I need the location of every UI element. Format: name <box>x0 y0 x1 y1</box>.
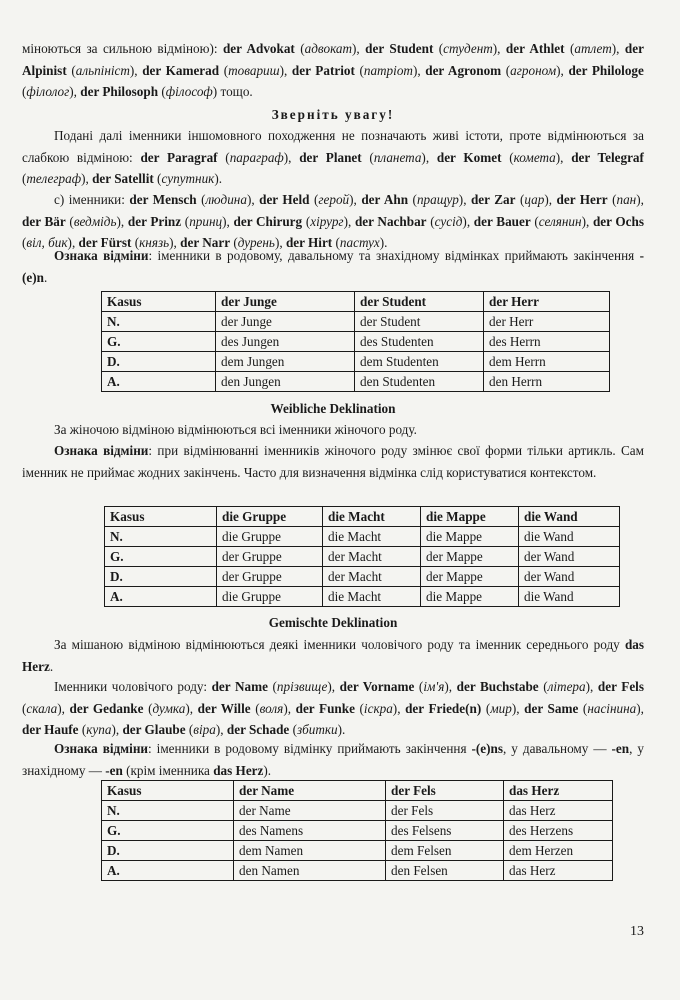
noun-header: die Gruppe <box>217 507 323 527</box>
text-run: ( <box>538 679 548 694</box>
table-row <box>105 527 620 547</box>
table-row <box>102 372 610 392</box>
noun-header: der Junge <box>216 292 355 312</box>
bold-term: der Held <box>259 192 310 207</box>
text-run: ), <box>116 213 128 229</box>
table-row <box>102 801 613 821</box>
bold-term: der Satellit <box>92 171 154 186</box>
translation: скала <box>26 700 58 716</box>
bold-term: der Philologe <box>568 62 644 78</box>
noun-form-cell: des Jungen <box>216 332 355 352</box>
text-run: ( <box>22 171 27 186</box>
kasus-cell: D. <box>102 352 216 372</box>
text-run: ) тощо. <box>212 84 253 99</box>
paragraph-strong-declension-examples <box>22 38 644 103</box>
translation: іскра <box>363 700 393 716</box>
bold-term: -(e)n <box>22 248 645 285</box>
text-run: За мішаною відміною відмінюються деякі іменники чоловічого роду та іменник середнього роду <box>54 637 625 652</box>
table-header-row <box>102 292 610 312</box>
bold-term: Ознака відміни <box>54 248 149 263</box>
text-run: ( <box>515 192 525 207</box>
text-run: ), <box>349 192 362 207</box>
kasus-cell: G. <box>102 821 234 841</box>
text-run: ), <box>458 192 471 207</box>
text-run: : іменники в родовому, давальному та знахідному відмінках приймають закінчення <box>148 248 640 263</box>
text-run: с) іменники: <box>54 192 130 207</box>
text-run: ( <box>158 84 166 99</box>
translation: мир <box>490 700 512 716</box>
text-run: ), <box>421 149 437 165</box>
text-run: ( <box>433 41 444 56</box>
kasus-header: Kasus <box>105 507 217 527</box>
text-run: Подані далі іменники іншомовного походження не позначають живі істоти, проте відмінюються за слабкою відміною: <box>22 128 644 165</box>
text-run: ), <box>67 235 79 250</box>
table-row <box>102 332 610 352</box>
paragraph-mixed-rule <box>22 738 644 781</box>
text-run: ( <box>332 235 340 250</box>
text-run: За жіночою відміною відмінюються всі іменники жіночого роду. <box>54 422 417 437</box>
text-run: ), <box>283 149 300 165</box>
text-run: . <box>49 658 54 674</box>
kasus-cell: D. <box>102 841 234 861</box>
translation: купа <box>86 722 112 737</box>
text-run: ( <box>131 235 140 250</box>
text-run: ), <box>246 192 260 207</box>
noun-form-cell: den Namen <box>234 861 386 881</box>
noun-header: die Wand <box>519 507 620 527</box>
translation: дурень <box>237 235 275 250</box>
text-run: ), <box>57 700 70 716</box>
noun-form-cell: dem Jungen <box>216 352 355 372</box>
table-row <box>102 312 610 332</box>
bold-term: der Hirt <box>285 235 333 250</box>
noun-form-cell: das Herz <box>504 801 613 821</box>
bold-term: der Friede(n) <box>405 700 482 716</box>
noun-form-cell: den Jungen <box>216 372 355 392</box>
noun-header: der Fels <box>386 781 504 801</box>
translation: пастух <box>339 235 380 250</box>
noun-form-cell: die Gruppe <box>217 527 323 547</box>
table-row <box>105 587 620 607</box>
text-run: ( <box>578 700 588 716</box>
noun-form-cell: den Herrn <box>484 372 610 392</box>
attention-heading: Зверніть увагу! <box>271 107 395 122</box>
paragraph-feminine-intro <box>22 419 644 441</box>
kasus-cell: G. <box>102 332 216 352</box>
text-run: ). <box>214 171 223 186</box>
paragraph-mixed-nouns-list <box>22 676 644 741</box>
translation: супутник <box>161 171 215 186</box>
kasus-cell: D. <box>105 567 217 587</box>
kasus-cell: A. <box>102 372 216 392</box>
bold-term: der Telegraf <box>571 149 644 165</box>
translation: адвокат <box>304 41 353 56</box>
bold-term: der Narr <box>180 235 231 250</box>
kasus-cell: G. <box>105 547 217 567</box>
text-run: ( <box>414 679 424 694</box>
noun-form-cell: dem Herzen <box>504 841 613 861</box>
translation: прізвище <box>276 679 328 694</box>
text-run: ( <box>65 213 74 229</box>
noun-form-cell: der Fels <box>386 801 504 821</box>
gemischte-deklination-heading: Gemischte Deklination <box>268 615 398 630</box>
paragraph-foreign-nouns <box>22 125 644 190</box>
bold-term: der Fels <box>597 679 644 694</box>
bold-term: der Nachbar <box>354 213 427 229</box>
translation: альпініст <box>75 62 130 78</box>
text-run: ( <box>66 62 76 78</box>
noun-form-cell: das Herz <box>504 861 613 881</box>
text-run: ), <box>215 722 227 737</box>
noun-header: der Student <box>355 292 484 312</box>
text-run: ), <box>129 62 143 78</box>
text-run: ( <box>607 192 617 207</box>
translation: насінина <box>587 700 637 716</box>
text-run: ). <box>379 235 388 250</box>
bold-term: der Zar <box>470 192 516 207</box>
mixed-declension-table <box>101 780 613 881</box>
bold-term: der Glaube <box>122 722 186 737</box>
table-row <box>105 567 620 587</box>
text-run: , у давальному — <box>503 741 612 756</box>
bold-term: -en <box>105 762 123 778</box>
bold-term: der Alpinist <box>22 41 644 78</box>
text-run: ), <box>69 84 81 99</box>
weak-declension-table <box>101 291 610 392</box>
text-run: ), <box>585 679 598 694</box>
table-row <box>102 352 610 372</box>
bold-term: der Paragraf <box>140 149 218 165</box>
translation: принц <box>189 213 223 229</box>
noun-header: der Herr <box>484 292 610 312</box>
text-run: ), <box>327 679 340 694</box>
text-run: ( <box>217 149 230 165</box>
bold-term: Ознака відміни <box>54 741 149 756</box>
noun-form-cell: die Wand <box>519 587 620 607</box>
noun-form-cell: dem Studenten <box>355 352 484 372</box>
weibliche-deklination-heading: Weibliche Deklination <box>270 401 396 416</box>
text-run: ( <box>426 213 435 229</box>
text-run: ( <box>501 62 511 78</box>
text-run: , у знахідному — <box>22 741 644 778</box>
bold-term: der Ahn <box>361 192 409 207</box>
text-run: ), <box>185 700 198 716</box>
translation: планета <box>373 149 422 165</box>
text-run: ( <box>78 722 87 737</box>
text-run: ), <box>392 700 406 716</box>
kasus-cell: A. <box>105 587 217 607</box>
noun-form-cell: dem Herrn <box>484 352 610 372</box>
translation: філософ <box>165 84 213 99</box>
text-run: ( <box>354 700 364 716</box>
noun-form-cell: der Mappe <box>421 547 519 567</box>
bold-term: der Vorname <box>339 679 415 694</box>
kasus-header: Kasus <box>102 292 216 312</box>
text-run: ), <box>555 149 572 165</box>
text-run: ), <box>581 213 593 229</box>
bold-term: der Chirurg <box>233 213 303 229</box>
noun-form-cell: den Felsen <box>386 861 504 881</box>
bold-term: der Schade <box>226 722 290 737</box>
text-run: ( <box>294 41 305 56</box>
kasus-cell: N. <box>102 312 216 332</box>
text-run: . <box>43 269 48 285</box>
noun-form-cell: der Name <box>234 801 386 821</box>
bold-term: der Funke <box>295 700 355 716</box>
translation: філолог <box>26 84 70 99</box>
text-run: ( <box>361 149 374 165</box>
text-run: ), <box>111 722 123 737</box>
text-run: : іменники в родовому відмінку приймають закінчення <box>148 741 472 756</box>
text-run: ( <box>153 171 162 186</box>
table-row <box>102 841 613 861</box>
bold-term: der Same <box>524 700 579 716</box>
kasus-cell: N. <box>102 801 234 821</box>
noun-form-cell: des Herzens <box>504 821 613 841</box>
text-run: ( <box>302 213 311 229</box>
text-run: міноються за сильною відміною): <box>22 41 223 56</box>
translation: комета <box>513 149 556 165</box>
kasus-cell: A. <box>102 861 234 881</box>
bold-term: der Herr <box>556 192 608 207</box>
text-run: ), <box>444 679 457 694</box>
noun-form-cell: des Studenten <box>355 332 484 352</box>
text-run: ), <box>279 62 292 78</box>
bold-term: -(e)ns <box>471 741 503 756</box>
bold-term: der Patriot <box>291 62 355 78</box>
kasus-cell: N. <box>105 527 217 547</box>
translation: літера <box>547 679 586 694</box>
text-run: ), <box>462 213 474 229</box>
noun-form-cell: die Gruppe <box>217 587 323 607</box>
text-run: ( <box>309 192 319 207</box>
translation: патріот <box>363 62 413 78</box>
translation: віра <box>193 722 216 737</box>
text-run: ( <box>250 700 260 716</box>
text-run: ), <box>636 700 644 716</box>
text-run: ), <box>222 213 234 229</box>
bold-term: der Name <box>211 679 268 694</box>
text-run: ), <box>343 213 355 229</box>
noun-form-cell: der Junge <box>216 312 355 332</box>
bold-term: Ознака відміни <box>54 443 149 458</box>
text-run: ( <box>22 700 27 716</box>
paragraph-weak-nouns-list <box>22 189 644 254</box>
text-run: ), <box>352 41 366 56</box>
text-run: ), <box>544 192 557 207</box>
bold-term: der Bär <box>22 213 66 229</box>
bold-term: der Athlet <box>505 41 565 56</box>
bold-term: der Prinz <box>127 213 182 229</box>
text-run: ( <box>564 41 575 56</box>
bold-term: der Mensch <box>129 192 197 207</box>
translation: параграф <box>229 149 284 165</box>
text-run: ( <box>181 213 190 229</box>
noun-form-cell: die Mappe <box>421 587 519 607</box>
noun-form-cell: dem Felsen <box>386 841 504 861</box>
translation: агроном <box>510 62 557 78</box>
bold-term: der Advokat <box>222 41 295 56</box>
noun-header: das Herz <box>504 781 613 801</box>
text-run: ( <box>481 700 491 716</box>
noun-header: die Mappe <box>421 507 519 527</box>
noun-form-cell: des Herrn <box>484 332 610 352</box>
text-run: ), <box>636 192 644 207</box>
text-run: ( <box>196 192 206 207</box>
table-row <box>102 821 613 841</box>
noun-form-cell: des Felsens <box>386 821 504 841</box>
noun-form-cell: der Macht <box>323 567 421 587</box>
table-header-row <box>105 507 620 527</box>
bold-term: das Herz <box>22 637 644 674</box>
noun-form-cell: den Studenten <box>355 372 484 392</box>
text-run: ), <box>169 235 181 250</box>
table-row <box>105 547 620 567</box>
noun-form-cell: der Herr <box>484 312 610 332</box>
noun-form-cell: der Wand <box>519 567 620 587</box>
bold-term: das Herz <box>213 762 264 778</box>
translation: сусід <box>434 213 463 229</box>
bold-term: -en <box>611 741 630 756</box>
translation: ім'я <box>423 679 445 694</box>
noun-form-cell: der Mappe <box>421 567 519 587</box>
bold-term: der Fürst <box>78 235 132 250</box>
noun-form-cell: der Student <box>355 312 484 332</box>
translation: збитки <box>296 722 338 737</box>
text-run: ), <box>412 62 426 78</box>
translation: думка <box>152 700 186 716</box>
translation: товариш <box>228 62 280 78</box>
text-run: ), <box>283 700 296 716</box>
noun-form-cell: die Macht <box>323 527 421 547</box>
noun-form-cell: der Wand <box>519 547 620 567</box>
text-run: ( <box>143 700 153 716</box>
kasus-header: Kasus <box>102 781 234 801</box>
text-run: ). <box>263 762 272 778</box>
noun-form-cell: dem Namen <box>234 841 386 861</box>
bold-term: der Agronom <box>425 62 502 78</box>
translation: віл, бик <box>26 235 68 250</box>
noun-form-cell: des Namens <box>234 821 386 841</box>
translation: телеграф <box>26 171 82 186</box>
translation: князь <box>139 235 170 250</box>
paragraph-mixed-intro <box>22 634 644 677</box>
bold-term: der Kamerad <box>142 62 220 78</box>
bold-term: der Gedanke <box>69 700 144 716</box>
translation: хірург <box>310 213 344 229</box>
bold-term: der Ochs <box>592 213 644 229</box>
text-run: ). <box>337 722 346 737</box>
noun-form-cell: die Mappe <box>421 527 519 547</box>
translation: селянин <box>538 213 582 229</box>
text-run: ( <box>530 213 539 229</box>
noun-form-cell: die Macht <box>323 587 421 607</box>
translation: пан <box>616 192 637 207</box>
noun-form-cell: der Gruppe <box>217 547 323 567</box>
text-run: ), <box>611 41 625 56</box>
table-row <box>102 861 613 881</box>
text-run: ( <box>185 722 194 737</box>
text-run: ), <box>492 41 506 56</box>
text-run: ( <box>230 235 238 250</box>
translation: людина <box>205 192 247 207</box>
text-run: ( <box>289 722 297 737</box>
text-run: ( <box>408 192 417 207</box>
text-run: ), <box>274 235 286 250</box>
translation: пращур <box>416 192 459 207</box>
feminine-declension-table <box>104 506 620 607</box>
text-run: ), <box>556 62 569 78</box>
bold-term: der Student <box>365 41 434 56</box>
text-run: (крім іменника <box>122 762 214 778</box>
translation: воля <box>259 700 284 716</box>
bold-term: der Wille <box>197 700 251 716</box>
text-run: ( <box>354 62 364 78</box>
page-number: 13 <box>630 924 644 939</box>
noun-form-cell: der Gruppe <box>217 567 323 587</box>
text-run: ( <box>22 84 27 99</box>
text-run: ( <box>22 235 27 250</box>
text-run: ( <box>501 149 514 165</box>
text-run: ( <box>219 62 229 78</box>
translation: студент <box>443 41 493 56</box>
text-run: ), <box>511 700 525 716</box>
text-run: : при відмінюванні іменників жіночого роду змінює свої форми тільки артикль. Сам іменник не приймає жодних закінчень. Часто для визначення відмінка слід користуватися контекстом. <box>22 443 644 480</box>
bold-term: der Haufe <box>22 722 79 737</box>
text-run: ( <box>267 679 277 694</box>
bold-term: der Planet <box>299 149 362 165</box>
noun-header: der Name <box>234 781 386 801</box>
noun-form-cell: der Macht <box>323 547 421 567</box>
table-header-row <box>102 781 613 801</box>
paragraph-weak-declension-rule <box>22 245 644 288</box>
translation: ведмідь <box>73 213 117 229</box>
text-run: Іменники чоловічого роду: <box>54 679 212 694</box>
translation: герой <box>318 192 350 207</box>
paragraph-feminine-rule <box>22 440 644 483</box>
translation: цар <box>524 192 545 207</box>
noun-header: die Macht <box>323 507 421 527</box>
bold-term: der Philosoph <box>80 84 159 99</box>
translation: атлет <box>574 41 612 56</box>
bold-term: der Bauer <box>473 213 531 229</box>
bold-term: der Komet <box>436 149 502 165</box>
text-run: ), <box>81 171 93 186</box>
noun-form-cell: die Wand <box>519 527 620 547</box>
bold-term: der Buchstabe <box>456 679 539 694</box>
